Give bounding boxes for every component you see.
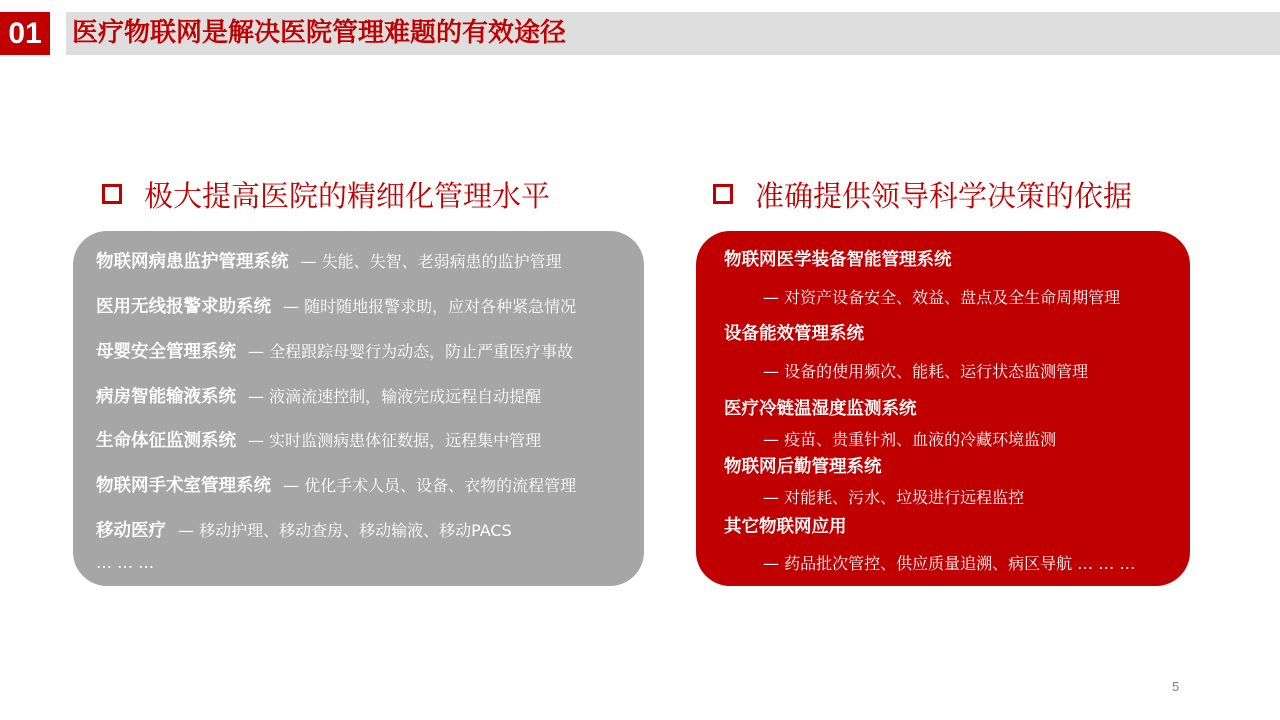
decision-support-panel (696, 231, 1190, 586)
right-heading-text: 准确提供领导科学决策的依据 (755, 178, 1133, 213)
item-desc: — 对资产设备安全、效益、盘点及全生命周期管理 (763, 288, 1121, 307)
item-name: 其它物联网应用 (724, 517, 847, 537)
page-title: 医疗物联网是解决医院管理难题的有效途径 (72, 18, 567, 48)
right-panel-heading (713, 174, 1132, 214)
item-name: 医用无线报警求助系统 (96, 297, 271, 317)
item-desc: — 药品批次管控、供应质量追溯、病区导航 … … … (763, 554, 1136, 573)
item-desc: — 失能、失智、老弱病患的监护管理 (300, 252, 562, 271)
item-desc: — 设备的使用频次、能耗、运行状态监测管理 (763, 362, 1089, 381)
list-item (96, 338, 573, 363)
item-name: 医疗冷链温湿度监测系统 (724, 399, 917, 419)
item-name: 物联网手术室管理系统 (96, 476, 271, 496)
left-heading-text: 极大提高医院的精细化管理水平 (144, 178, 551, 213)
item-desc: — 疫苗、贵重针剂、血液的冷藏环境监测 (763, 430, 1057, 449)
page-number: 5 (1172, 679, 1180, 694)
item-name: 生命体征监测系统 (96, 431, 236, 451)
item-desc: — 对能耗、污水、垃圾进行远程监控 (763, 488, 1025, 507)
management-systems-panel (73, 231, 644, 586)
item-name: 物联网后勤管理系统 (724, 457, 882, 477)
item-name: 病房智能输液系统 (96, 387, 236, 407)
list-item (96, 383, 541, 408)
item-desc: — 全程跟踪母婴行为动态，防止严重医疗事故 (248, 342, 574, 361)
left-panel-heading (102, 174, 550, 214)
list-item (96, 248, 562, 273)
list-item (96, 472, 576, 497)
item-desc: — 随时随地报警求助，应对各种紧急情况 (283, 297, 577, 316)
item-desc: — 移动护理、移动查房、移动输液、移动PACS (178, 521, 512, 540)
section-number-badge: 01 (0, 12, 50, 55)
square-bullet-icon (713, 184, 733, 204)
item-name: 移动医疗 (96, 521, 166, 541)
square-bullet-icon (102, 184, 122, 204)
list-item (96, 517, 512, 542)
list-item (96, 293, 576, 318)
item-name: 设备能效管理系统 (724, 324, 864, 344)
item-name: 母婴安全管理系统 (96, 342, 236, 362)
more-ellipsis: … … … (96, 553, 155, 572)
item-name: 物联网医学装备智能管理系统 (724, 250, 952, 270)
item-desc: — 优化手术人员、设备、衣物的流程管理 (283, 476, 577, 495)
item-desc: — 实时监测病患体征数据，远程集中管理 (248, 431, 542, 450)
list-item (96, 427, 541, 452)
item-desc: — 液滴流速控制，输液完成远程自动提醒 (248, 387, 542, 406)
item-name: 物联网病患监护管理系统 (96, 252, 289, 272)
